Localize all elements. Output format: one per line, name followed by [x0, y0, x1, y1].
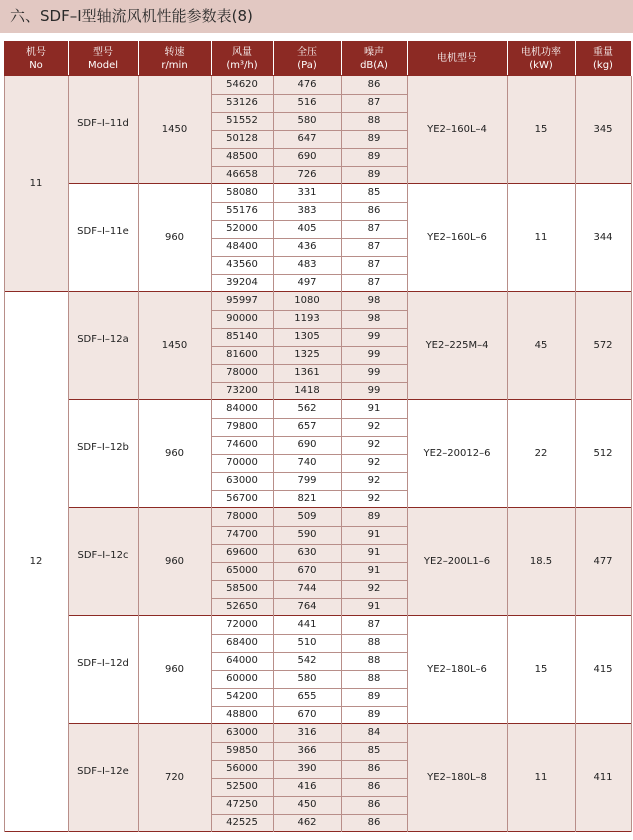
- airflow-cell: 78000: [211, 508, 273, 526]
- header-label-cn: 风量: [232, 46, 252, 58]
- pressure-cell: 483: [273, 256, 341, 274]
- row-rule: [211, 364, 407, 365]
- header-label-cn: 噪声: [364, 46, 384, 58]
- pressure-cell: 1418: [273, 382, 341, 400]
- noise-cell: 86: [341, 778, 407, 796]
- airflow-cell: 65000: [211, 562, 273, 580]
- noise-cell: 88: [341, 634, 407, 652]
- noise-cell: 92: [341, 580, 407, 598]
- header-divider: [211, 41, 212, 76]
- pressure-cell: 441: [273, 616, 341, 634]
- power-cell: 18.5: [507, 508, 575, 616]
- pressure-cell: 450: [273, 796, 341, 814]
- noise-cell: 86: [341, 76, 407, 94]
- speed-cell: 720: [138, 724, 211, 832]
- row-rule: [211, 706, 407, 707]
- column-rule: [4, 76, 5, 832]
- model-cell: SDF–I–11d: [68, 76, 138, 184]
- row-rule: [211, 256, 407, 257]
- row-rule: [211, 760, 407, 761]
- airflow-cell: 56700: [211, 490, 273, 508]
- noise-cell: 91: [341, 544, 407, 562]
- weight-cell: 345: [575, 76, 631, 184]
- noise-cell: 91: [341, 598, 407, 616]
- airflow-cell: 50128: [211, 130, 273, 148]
- row-rule: [211, 634, 407, 635]
- pressure-cell: 670: [273, 562, 341, 580]
- noise-cell: 88: [341, 652, 407, 670]
- pressure-cell: 1325: [273, 346, 341, 364]
- airflow-cell: 68400: [211, 634, 273, 652]
- header-label-en: (m³/h): [226, 59, 258, 71]
- header-cell: [273, 41, 341, 76]
- column-rule: [341, 76, 342, 832]
- header-divider: [575, 41, 576, 76]
- header-divider: [507, 41, 508, 76]
- pressure-cell: 436: [273, 238, 341, 256]
- motor-cell: YE2–160L–6: [407, 184, 507, 292]
- pressure-cell: 476: [273, 76, 341, 94]
- noise-cell: 89: [341, 148, 407, 166]
- weight-cell: 415: [575, 616, 631, 724]
- noise-cell: 88: [341, 112, 407, 130]
- pressure-cell: 657: [273, 418, 341, 436]
- speed-cell: 960: [138, 616, 211, 724]
- speed-cell: 960: [138, 508, 211, 616]
- airflow-cell: 58080: [211, 184, 273, 202]
- pressure-cell: 799: [273, 472, 341, 490]
- airflow-cell: 51552: [211, 112, 273, 130]
- pressure-cell: 580: [273, 670, 341, 688]
- header-cell: [138, 41, 211, 76]
- noise-cell: 89: [341, 706, 407, 724]
- row-rule: [211, 310, 407, 311]
- noise-cell: 91: [341, 562, 407, 580]
- row-rule: [211, 490, 407, 491]
- noise-cell: 85: [341, 184, 407, 202]
- row-rule: [211, 382, 407, 383]
- airflow-cell: 39204: [211, 274, 273, 292]
- noise-cell: 92: [341, 454, 407, 472]
- pressure-cell: 821: [273, 490, 341, 508]
- noise-cell: 99: [341, 364, 407, 382]
- header-cell: [341, 41, 407, 76]
- noise-cell: 89: [341, 688, 407, 706]
- noise-cell: 89: [341, 508, 407, 526]
- pressure-cell: 510: [273, 634, 341, 652]
- header-label-en: No: [29, 59, 43, 71]
- power-cell: 11: [507, 184, 575, 292]
- motor-cell: YE2–20012–6: [407, 400, 507, 508]
- pressure-cell: 509: [273, 508, 341, 526]
- airflow-cell: 69600: [211, 544, 273, 562]
- motor-cell: YE2–200L1–6: [407, 508, 507, 616]
- column-rule: [407, 76, 408, 832]
- header-label-en: dB(A): [360, 59, 388, 71]
- row-rule: [211, 454, 407, 455]
- pressure-cell: 542: [273, 652, 341, 670]
- power-cell: 11: [507, 724, 575, 832]
- weight-cell: 411: [575, 724, 631, 832]
- pressure-cell: 580: [273, 112, 341, 130]
- row-rule: [211, 688, 407, 689]
- machine-no-cell: 11: [4, 76, 68, 292]
- noise-cell: 84: [341, 724, 407, 742]
- pressure-cell: 655: [273, 688, 341, 706]
- column-rule: [507, 76, 508, 832]
- airflow-cell: 78000: [211, 364, 273, 382]
- row-rule: [211, 598, 407, 599]
- noise-cell: 92: [341, 472, 407, 490]
- header-label-cn: 重量: [593, 46, 613, 58]
- airflow-cell: 64000: [211, 652, 273, 670]
- row-rule: [211, 778, 407, 779]
- header-label-cn: 转速: [164, 46, 185, 58]
- column-rule: [631, 76, 632, 832]
- airflow-cell: 48800: [211, 706, 273, 724]
- noise-cell: 89: [341, 130, 407, 148]
- row-rule: [211, 274, 407, 275]
- model-cell: SDF–I–12a: [68, 292, 138, 400]
- column-rule: [211, 76, 212, 832]
- airflow-cell: 42525: [211, 814, 273, 832]
- noise-cell: 87: [341, 94, 407, 112]
- noise-cell: 91: [341, 400, 407, 418]
- header-label-cn: 电机型号: [437, 53, 477, 64]
- airflow-cell: 81600: [211, 346, 273, 364]
- speed-cell: 1450: [138, 292, 211, 400]
- airflow-cell: 56000: [211, 760, 273, 778]
- power-cell: 15: [507, 616, 575, 724]
- weight-cell: 572: [575, 292, 631, 400]
- noise-cell: 86: [341, 760, 407, 778]
- pressure-cell: 590: [273, 526, 341, 544]
- pressure-cell: 1080: [273, 292, 341, 310]
- noise-cell: 88: [341, 670, 407, 688]
- title-bar: [0, 0, 633, 33]
- airflow-cell: 54620: [211, 76, 273, 94]
- header-divider: [341, 41, 342, 76]
- row-rule: [211, 544, 407, 545]
- row-rule: [211, 562, 407, 563]
- header-divider: [407, 41, 408, 76]
- weight-cell: 512: [575, 400, 631, 508]
- weight-cell: 477: [575, 508, 631, 616]
- model-cell: SDF–I–11e: [68, 184, 138, 292]
- noise-cell: 87: [341, 274, 407, 292]
- header-divider: [138, 41, 139, 76]
- row-rule: [211, 238, 407, 239]
- row-rule: [211, 742, 407, 743]
- header-cell: [507, 41, 575, 76]
- pressure-cell: 647: [273, 130, 341, 148]
- noise-cell: 89: [341, 166, 407, 184]
- noise-cell: 99: [341, 328, 407, 346]
- pressure-cell: 316: [273, 724, 341, 742]
- airflow-cell: 58500: [211, 580, 273, 598]
- column-rule: [273, 76, 274, 832]
- header-label-cn: 电机功率: [521, 46, 561, 58]
- airflow-cell: 46658: [211, 166, 273, 184]
- airflow-cell: 48500: [211, 148, 273, 166]
- airflow-cell: 63000: [211, 472, 273, 490]
- pressure-cell: 740: [273, 454, 341, 472]
- airflow-cell: 63000: [211, 724, 273, 742]
- row-rule: [211, 346, 407, 347]
- column-rule: [138, 76, 139, 832]
- noise-cell: 87: [341, 616, 407, 634]
- airflow-cell: 52000: [211, 220, 273, 238]
- pressure-cell: 670: [273, 706, 341, 724]
- page-title: 六、SDF–I型轴流风机性能参数表(8): [10, 7, 253, 25]
- header-label-en: r/min: [161, 59, 188, 71]
- row-rule: [211, 580, 407, 581]
- noise-cell: 87: [341, 256, 407, 274]
- noise-cell: 92: [341, 490, 407, 508]
- airflow-cell: 79800: [211, 418, 273, 436]
- header-cell: [4, 41, 68, 76]
- noise-cell: 99: [341, 382, 407, 400]
- speed-cell: 960: [138, 184, 211, 292]
- pressure-cell: 764: [273, 598, 341, 616]
- header-divider: [68, 41, 69, 76]
- noise-cell: 87: [341, 220, 407, 238]
- airflow-cell: 54200: [211, 688, 273, 706]
- pressure-cell: 516: [273, 94, 341, 112]
- noise-cell: 86: [341, 202, 407, 220]
- noise-cell: 92: [341, 418, 407, 436]
- speed-cell: 1450: [138, 76, 211, 184]
- row-rule: [211, 796, 407, 797]
- row-rule: [211, 670, 407, 671]
- weight-cell: 344: [575, 184, 631, 292]
- header-label-en: (kW): [529, 59, 553, 71]
- airflow-cell: 85140: [211, 328, 273, 346]
- speed-cell: 960: [138, 400, 211, 508]
- header-label-en: (Pa): [297, 59, 317, 71]
- noise-cell: 91: [341, 526, 407, 544]
- airflow-cell: 53126: [211, 94, 273, 112]
- pressure-cell: 416: [273, 778, 341, 796]
- airflow-cell: 70000: [211, 454, 273, 472]
- pressure-cell: 630: [273, 544, 341, 562]
- header-label-en: Model: [87, 59, 119, 71]
- model-cell: SDF–I–12d: [68, 616, 138, 724]
- pressure-cell: 331: [273, 184, 341, 202]
- pressure-cell: 744: [273, 580, 341, 598]
- noise-cell: 99: [341, 346, 407, 364]
- noise-cell: 85: [341, 742, 407, 760]
- row-rule: [211, 166, 407, 167]
- pressure-cell: 497: [273, 274, 341, 292]
- model-cell: SDF–I–12e: [68, 724, 138, 832]
- header-cell: [575, 41, 631, 76]
- airflow-cell: 47250: [211, 796, 273, 814]
- column-rule: [575, 76, 576, 832]
- motor-cell: YE2–180L–8: [407, 724, 507, 832]
- model-cell: SDF–I–12b: [68, 400, 138, 508]
- airflow-cell: 72000: [211, 616, 273, 634]
- motor-cell: YE2–225M–4: [407, 292, 507, 400]
- pressure-cell: 690: [273, 436, 341, 454]
- airflow-cell: 52500: [211, 778, 273, 796]
- row-rule: [211, 112, 407, 113]
- motor-cell: YE2–160L–4: [407, 76, 507, 184]
- machine-rule: [4, 831, 631, 832]
- row-rule: [211, 472, 407, 473]
- header-label-cn: 全压: [297, 46, 317, 58]
- airflow-cell: 55176: [211, 202, 273, 220]
- noise-cell: 86: [341, 814, 407, 832]
- airflow-cell: 84000: [211, 400, 273, 418]
- header-label-en: (kg): [593, 59, 613, 71]
- row-rule: [211, 814, 407, 815]
- airflow-cell: 74700: [211, 526, 273, 544]
- pressure-cell: 726: [273, 166, 341, 184]
- pressure-cell: 390: [273, 760, 341, 778]
- row-rule: [211, 148, 407, 149]
- pressure-cell: 562: [273, 400, 341, 418]
- row-rule: [211, 94, 407, 95]
- row-rule: [211, 652, 407, 653]
- airflow-cell: 59850: [211, 742, 273, 760]
- airflow-cell: 43560: [211, 256, 273, 274]
- pressure-cell: 405: [273, 220, 341, 238]
- power-cell: 45: [507, 292, 575, 400]
- noise-cell: 98: [341, 292, 407, 310]
- pressure-cell: 1193: [273, 310, 341, 328]
- pressure-cell: 366: [273, 742, 341, 760]
- header-cell: [407, 41, 507, 76]
- row-rule: [211, 220, 407, 221]
- pressure-cell: 690: [273, 148, 341, 166]
- model-cell: SDF–I–12c: [68, 508, 138, 616]
- pressure-cell: 383: [273, 202, 341, 220]
- pressure-cell: 1305: [273, 328, 341, 346]
- header-label-cn: 型号: [93, 46, 113, 58]
- header-divider: [273, 41, 274, 76]
- airflow-cell: 48400: [211, 238, 273, 256]
- airflow-cell: 60000: [211, 670, 273, 688]
- row-rule: [211, 418, 407, 419]
- pressure-cell: 462: [273, 814, 341, 832]
- noise-cell: 98: [341, 310, 407, 328]
- airflow-cell: 52650: [211, 598, 273, 616]
- row-rule: [211, 202, 407, 203]
- machine-no-cell: 12: [4, 292, 68, 832]
- power-cell: 22: [507, 400, 575, 508]
- header-cell: [68, 41, 138, 76]
- header-label-cn: 机号: [26, 46, 46, 58]
- noise-cell: 86: [341, 796, 407, 814]
- column-rule: [68, 76, 69, 832]
- power-cell: 15: [507, 76, 575, 184]
- row-rule: [211, 436, 407, 437]
- row-rule: [211, 328, 407, 329]
- noise-cell: 87: [341, 238, 407, 256]
- airflow-cell: 95997: [211, 292, 273, 310]
- airflow-cell: 74600: [211, 436, 273, 454]
- noise-cell: 92: [341, 436, 407, 454]
- header-cell: [211, 41, 273, 76]
- row-rule: [211, 130, 407, 131]
- motor-cell: YE2–180L–6: [407, 616, 507, 724]
- row-rule: [211, 526, 407, 527]
- pressure-cell: 1361: [273, 364, 341, 382]
- airflow-cell: 73200: [211, 382, 273, 400]
- airflow-cell: 90000: [211, 310, 273, 328]
